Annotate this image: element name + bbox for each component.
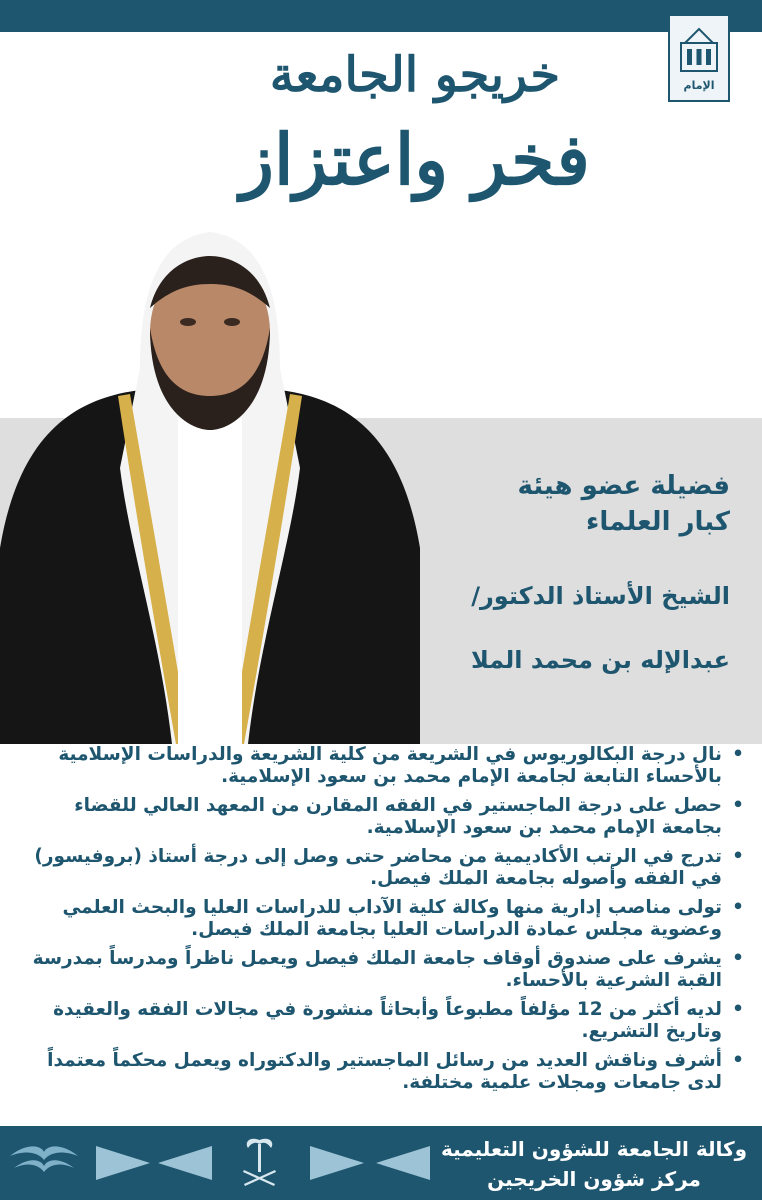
bio-item: • تدرج في الرتب الأكاديمية من محاضر حتى وصل إلى درجة أستاذ (بروفيسور) في الفقه وأصوله بجامعة الملك فيصل.: [16, 846, 722, 890]
honor-title-line-1: فضيلة عضو هيئة: [517, 471, 730, 501]
honor-title: [430, 468, 730, 540]
logo-name: الإمام: [683, 78, 715, 92]
honor-title-line-2: كبار العلماء: [586, 507, 730, 537]
logo-emblem-icon: [677, 25, 721, 75]
biography-list: [0, 744, 762, 1094]
scholar-title: الشيخ الأستاذ الدكتور/: [471, 582, 730, 610]
university-logo-icon: [668, 14, 730, 102]
headline-line-2: فخر واعتزاز: [240, 118, 590, 201]
footer-pattern: [0, 1126, 440, 1200]
bio-item: • أشرف وناقش العديد من رسائل الماجستير والدكتوراه ويعمل محكماً معتمداً لدى جامعات ومجلات علمية مختلفة.: [16, 1050, 722, 1094]
biography-section: [0, 744, 762, 1124]
scholar-name: عبدالإله بن محمد الملا: [470, 646, 730, 674]
footer: [0, 1126, 762, 1200]
bio-item: • نال درجة البكالوريوس في الشريعة من كلية الشريعة والدراسات الإسلامية بالأحساء التابعة لجامعة الإمام محمد بن سعود الإسلامية.: [16, 744, 722, 788]
footer-line-1: وكالة الجامعة للشؤون التعليمية: [440, 1137, 748, 1161]
top-band: [0, 0, 762, 32]
footer-line-2: مركز شؤون الخريجين: [487, 1167, 701, 1191]
footer-text: [438, 1134, 750, 1194]
open-book-icon: [10, 1146, 78, 1172]
bio-item: • يشرف على صندوق أوقاف جامعة الملك فيصل ويعمل ناظراً ومدرساً بمدرسة القبة الشرعية بالأحساء.: [16, 948, 722, 992]
headline: [185, 40, 645, 210]
bio-item: • حصل على درجة الماجستير في الفقه المقارن من المعهد العالي للقضاء بجامعة الإمام محمد بن سعود الإسلامية.: [16, 795, 722, 839]
headline-line-1: خريجو الجامعة: [269, 47, 561, 103]
palm-swords-emblem-icon: [243, 1139, 276, 1186]
bio-item: • لديه أكثر من 12 مؤلفاً مطبوعاً وأبحاثاً منشورة في مجالات الفقه والعقيدة وتاريخ التشريع.: [16, 999, 722, 1043]
portrait-image: [0, 218, 420, 744]
bio-item: • تولى مناصب إدارية منها وكالة كلية الآداب للدراسات العليا والبحث العلمي وعضوية مجلس عمادة الدراسات العليا بجامعة الملك فيصل.: [16, 897, 722, 941]
